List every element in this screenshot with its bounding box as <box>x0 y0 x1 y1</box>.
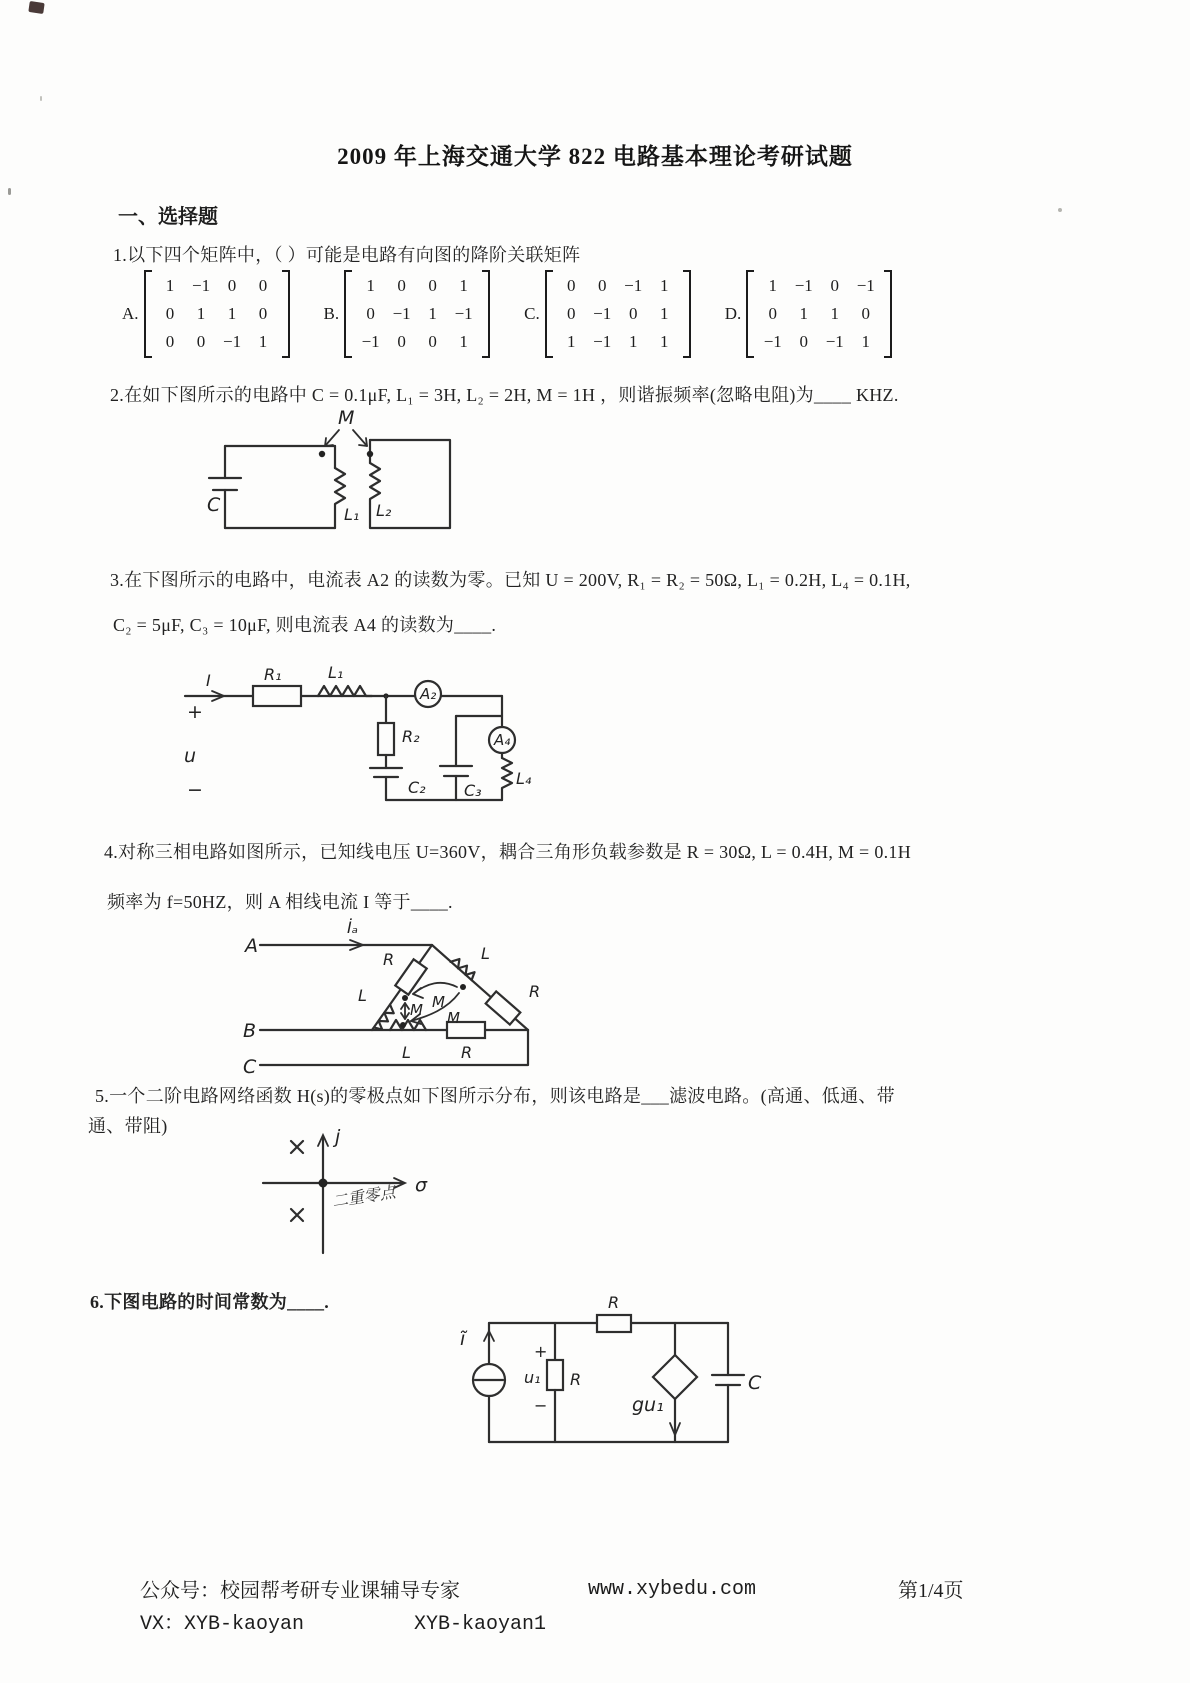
matrix-cell: −1 <box>222 332 242 351</box>
matrix-cell: 1 <box>428 304 437 323</box>
footer-website: www.xybedu.com <box>588 1578 757 1601</box>
matrix-cell: −1 <box>593 304 612 323</box>
matrix-cell: 1 <box>227 304 237 323</box>
matrix-cell: 1 <box>830 304 839 323</box>
bracket-right <box>482 270 490 358</box>
matrix-cell: −1 <box>392 304 411 323</box>
inductor-l2-label: L₂ <box>376 501 392 520</box>
polarity-dot <box>319 451 325 457</box>
dependent-source-symbol <box>653 1323 697 1442</box>
matrix-cell: −1 <box>593 332 612 351</box>
footer-page-number: 第1/4页 <box>898 1580 964 1602</box>
footer-wechat-id-2: XYB-kaoyan1 <box>414 1613 547 1636</box>
matrix-cell: −1 <box>191 276 211 295</box>
capacitor-symbol <box>712 1323 744 1442</box>
matrix-cell: −1 <box>825 332 844 351</box>
resistor-symbol <box>547 1360 563 1390</box>
bracket-left <box>144 270 152 358</box>
shunt-resistor-branch <box>547 1323 563 1442</box>
real-axis-label: σ <box>415 1174 428 1196</box>
matrix-cell: 1 <box>196 304 206 323</box>
matrix-cell: 1 <box>459 332 468 351</box>
resistor-label: R <box>383 950 395 969</box>
voltage-plus-label: + <box>534 1342 548 1361</box>
ammeter-a2-label: A₂ <box>420 685 437 703</box>
matrix-cell: 0 <box>566 304 576 323</box>
matrix-cell: 1 <box>861 332 870 351</box>
bracket-right <box>683 270 691 358</box>
matrix-cell: 0 <box>258 304 268 323</box>
inductor-l1-label: L₁ <box>344 505 360 524</box>
inductor-label: L <box>481 944 490 963</box>
matrix-cell: 0 <box>768 304 777 323</box>
matrix-cell: 1 <box>459 276 468 295</box>
capacitor-label: C <box>207 494 221 516</box>
resistor-label: R <box>529 982 541 1001</box>
ammeter-a4-label: A₄ <box>494 731 511 749</box>
matrix-label: A. <box>122 304 139 323</box>
matrix-cell: 0 <box>428 332 437 351</box>
matrix-cell: 0 <box>799 332 808 351</box>
lc-tank-loop <box>209 446 345 528</box>
resistor-r1-symbol <box>253 686 301 706</box>
pole-mark <box>291 1209 303 1221</box>
matrix-cell: 0 <box>258 276 268 295</box>
matrix-cell: 1 <box>258 332 268 351</box>
capacitor-symbol <box>209 478 241 490</box>
matrix-cell: 0 <box>165 304 175 323</box>
matrix-option-d <box>725 270 893 358</box>
matrix-cell: 0 <box>196 332 206 351</box>
mutual-label: M <box>410 1001 423 1019</box>
scan-artifact <box>28 1 44 14</box>
bracket-left <box>344 270 352 358</box>
inductor-label: L <box>402 1043 411 1062</box>
source-minus-label: − <box>187 779 203 801</box>
matrix-body <box>344 270 490 358</box>
matrix-cell: 1 <box>659 304 669 323</box>
matrix-options <box>122 270 892 358</box>
matrix-cell: 1 <box>628 332 638 351</box>
dependent-source-label: gu₁ <box>632 1394 664 1416</box>
matrix-cell: 0 <box>628 304 638 323</box>
voltage-u1-label: u₁ <box>524 1368 541 1387</box>
inductor-symbol <box>390 1020 426 1030</box>
resistor-symbol <box>395 959 426 994</box>
matrix-cell: −1 <box>361 332 380 351</box>
page-title: 2009 年上海交通大学 822 电路基本理论考研试题 <box>337 144 853 169</box>
question-5-text-line2: 通、带阻) <box>88 1116 168 1136</box>
matrix-body <box>746 270 892 358</box>
matrix-cell: −1 <box>624 276 643 295</box>
resistor-r2-symbol <box>378 723 394 755</box>
q5-pole-zero-plot <box>245 1125 485 1265</box>
question-2-text: 2.在如下图所示的电路中 C = 0.1μF, L₁ = 3H, L₂ = 2H, M = 1H ，则谐振频率(忽略电阻)为____ KHZ. <box>110 385 899 405</box>
resistor-label: R <box>461 1043 473 1062</box>
matrix-cell: 0 <box>165 332 175 351</box>
phase-a-label: A <box>245 935 258 957</box>
matrix-cell: −1 <box>454 304 473 323</box>
question-5-text-line1: 5.一个二阶电路网络函数 H(s)的零极点如下图所示分布，则该电路是___滤波电路。(高通、低通、带 <box>95 1086 895 1106</box>
mutual-coupling <box>319 430 373 457</box>
inductor-l2-symbol <box>370 463 380 504</box>
inductor-l1-label: L₁ <box>328 663 344 682</box>
section-heading: 一、选择题 <box>118 206 218 228</box>
capacitor-c2-label: C₂ <box>408 778 426 797</box>
footer-contact <box>140 1606 546 1636</box>
phase-c-label: C <box>243 1056 257 1078</box>
question-4-text-line1: 4.对称三相电路如图所示，已知线电压 U=360V，耦合三角形负载参数是 R = 30Ω, L = 0.4H, M = 0.1H <box>104 842 912 862</box>
imaginary-axis-label: j <box>335 1126 341 1148</box>
matrix-cell: 0 <box>397 332 406 351</box>
inductor-symbol <box>450 956 476 980</box>
matrix-cell: 1 <box>768 276 777 295</box>
phase-c-line <box>260 1030 528 1065</box>
matrix-label: B. <box>323 304 340 323</box>
current-label: I <box>206 671 211 690</box>
matrix-option-a <box>122 270 290 358</box>
matrix-cell: 0 <box>428 276 437 295</box>
q6-circuit-diagram <box>420 1295 760 1465</box>
question-6-text: 6.下图电路的时间常数为____. <box>90 1292 330 1312</box>
q3-circuit-diagram <box>160 638 530 810</box>
zero-annotation: 二重零点 <box>330 1182 397 1211</box>
scan-artifact <box>1058 208 1062 212</box>
matrix-cell: 0 <box>597 276 607 295</box>
capacitor-c3-label: C₃ <box>464 781 482 800</box>
q2-circuit-diagram <box>205 408 465 543</box>
matrix-cell: −1 <box>856 276 875 295</box>
matrix-cell: 1 <box>566 332 576 351</box>
source-current-label: ĩ <box>460 1328 466 1350</box>
matrix-label: D. <box>724 304 742 323</box>
matrix-cell: 0 <box>566 276 576 295</box>
matrix-cell: 0 <box>227 276 237 295</box>
shunt-resistor-label: R <box>570 1370 582 1389</box>
polarity-dot <box>367 451 373 457</box>
voltage-minus-label: − <box>534 1396 548 1415</box>
matrix-label: C. <box>524 304 540 323</box>
bracket-left <box>746 270 754 358</box>
pole-mark <box>291 1141 303 1153</box>
branch-r2-c2 <box>370 696 402 800</box>
matrix-cell: 0 <box>397 276 406 295</box>
mutual-label: M <box>447 1009 460 1027</box>
mutual-label: M <box>432 993 445 1011</box>
question-4-text-line2: 频率为 f=50HZ，则 A 相线电流 I 等于____. <box>107 892 453 912</box>
matrix-cell: 1 <box>659 276 669 295</box>
current-source-symbol <box>473 1323 505 1442</box>
question-1-text: 1.以下四个矩阵中，（ ）可能是电路有向图的降阶关联矩阵 <box>113 245 581 265</box>
polarity-dot <box>402 995 408 1001</box>
resistor-symbol <box>486 991 521 1024</box>
question-3-text-line2: C₂ = 5μF, C₃ = 10μF, 则电流表 A4 的读数为____. <box>113 615 497 635</box>
series-resistor-symbol <box>597 1315 631 1332</box>
matrix-cell: 0 <box>830 276 839 295</box>
bracket-right <box>282 270 290 358</box>
source-voltage-label: u <box>184 745 197 767</box>
line-current-label: İₐ <box>347 918 358 937</box>
bracket-right <box>884 270 892 358</box>
footer-wechat-id: VX：XYB-kaoyan <box>140 1613 305 1636</box>
matrix-cell: 1 <box>799 304 808 323</box>
inductor-l4-symbol <box>502 758 512 800</box>
scan-artifact <box>8 188 11 195</box>
matrix-cell: 0 <box>861 304 870 323</box>
polarity-dot <box>460 984 466 990</box>
double-zero-mark <box>319 1179 328 1188</box>
inductor-l4-label: L₄ <box>516 769 532 788</box>
matrix-cell: 1 <box>659 332 669 351</box>
question-3-text-line1: 3.在下图所示的电路中，电流表 A2 的读数为零。已知 U = 200V, R₁ = R₂ = 50Ω, L₁ = 0.2H, L₄ = 0.1H, <box>110 570 911 590</box>
matrix-cell: −1 <box>763 332 782 351</box>
matrix-option-b <box>324 270 491 358</box>
capacitor-label: C <box>748 1372 762 1394</box>
series-resistor-label: R <box>608 1293 620 1312</box>
resistor-r2-label: R₂ <box>402 727 420 746</box>
q4-circuit-diagram <box>235 915 635 1080</box>
footer-account: 公众号：校园帮考研专业课辅导专家 <box>140 1580 460 1602</box>
polarity-dot <box>400 1022 406 1028</box>
matrix-cell: 0 <box>366 304 375 323</box>
matrix-body <box>545 270 691 358</box>
mutual-inductance-label: M <box>338 407 355 429</box>
matrix-cell: −1 <box>794 276 813 295</box>
matrix-cell: 1 <box>366 276 375 295</box>
scan-artifact <box>40 96 42 101</box>
inductor-symbol <box>374 1005 397 1033</box>
matrix-option-c <box>524 270 691 358</box>
bracket-left <box>545 270 553 358</box>
phase-b-label: B <box>243 1020 257 1042</box>
resistor-r1-label: R₁ <box>264 665 282 684</box>
source-plus-label: + <box>187 701 203 723</box>
inductor-label: L <box>358 986 367 1005</box>
matrix-cell: 1 <box>165 276 175 295</box>
inductor-l1-symbol <box>318 686 372 696</box>
matrix-body <box>144 270 290 358</box>
